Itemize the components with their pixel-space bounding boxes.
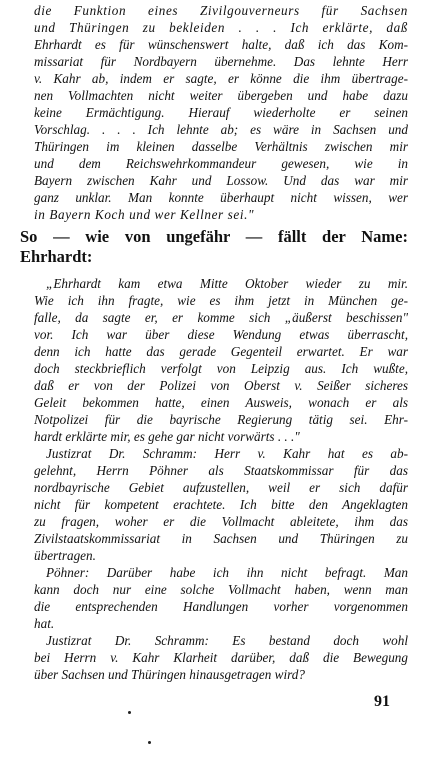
page-number: 91	[374, 693, 390, 710]
text-line: kann doch nur eine solche Vollmacht haben, wenn man	[34, 582, 408, 597]
text-line: Justizrat Dr. Schramm: Herr v. Kahr hat es ab-	[46, 446, 408, 461]
text-line: „Ehrhardt kam etwa Mitte Oktober wieder zu mir.	[46, 276, 408, 291]
text-line: Geleit bekommen hatte, einen Ausweis, wonach er als	[34, 395, 408, 410]
text-line: nicht für kompetent erachtete. Ich bitte den Angeklagten	[34, 497, 408, 512]
text-line: die Funktion eines Zivilgouverneurs für Sachsen	[34, 3, 408, 18]
text-line: Wie ich ihn fragte, wie es ihm jetzt in München ge-	[34, 293, 408, 308]
text-line: zu fragen, woher er die Vollmacht ableitete, ihm das	[34, 514, 408, 529]
text-line: Thüringen im kleinen dasselbe Verhältnis zwischen mir	[34, 139, 408, 154]
text-line: und Thüringen zu bekleiden . . . Ich erklärte, daß	[34, 20, 408, 35]
text-line: nen Vollmachten nicht weiter übergeben und habe dazu	[34, 88, 408, 103]
text-line: Notpolizei für die bayrische Regierung tätig sei. Ehr-	[34, 412, 408, 427]
text-line: übertragen.	[34, 548, 96, 563]
text-line: Pöhner: Darüber habe ich ihn nicht befragt. Man	[46, 565, 408, 580]
text-line: Zivilstaatskommissariat in Sachsen und Thüringen zu	[34, 531, 408, 546]
text-line: hat.	[34, 616, 55, 631]
text-line: in Bayern Koch und wer Kellner sei."	[34, 207, 255, 222]
text-line: bei Herrn v. Kahr Klarheit darüber, daß die Bewegung	[34, 650, 408, 665]
text-line: Vorschlag. . . . Ich lehnte ab; es wäre in Sachsen und	[34, 122, 408, 137]
text-line: ganz unklar. Man konnte überhaupt nicht wissen, wer	[34, 190, 408, 205]
text-line: nordbayrische Gebiet aufzustellen, weil er sich dafür	[34, 480, 408, 495]
text-line: falle, da sagte er, er komme sich „äußerst beschissen"	[34, 310, 408, 325]
text-line: missariat für Nordbayern übernehme. Das lehnte Herr	[34, 54, 408, 69]
text-line: denn ich hatte das gerade Gegenteil erwartet. Er war	[34, 344, 408, 359]
text-line: v. Kahr ab, indem er sagte, er könne die ihm übertrage-	[34, 71, 408, 86]
speck-mark	[148, 741, 151, 744]
speck-mark	[128, 711, 131, 714]
text-line: doch steckbrieflich verfolgt von Leipzig aus. Ich wußte,	[34, 361, 408, 376]
text-line: gelehnt, Herrn Pöhner als Staatskommissar für das	[34, 463, 408, 478]
text-line: Bayern zwischen Kahr und Lossow. Und das war mir	[34, 173, 408, 188]
text-line: Ehrhardt es für wünschenswert halte, daß ich das Kom-	[34, 37, 408, 52]
text-line: die entsprechenden Handlungen vorher vorgenommen	[34, 599, 408, 614]
text-line: keine Ermächtigung. Hierauf wiederholte er seinen	[34, 105, 408, 120]
text-line: über Sachsen und Thüringen hinausgetragen wird?	[34, 667, 305, 682]
text-line: daß er von der Polizei von Oberst v. Seißer sicheres	[34, 378, 408, 393]
text-line: hardt erklärte mir, es gehe gar nicht vorwärts . . ."	[34, 429, 300, 444]
section-heading-name: Ehrhardt:	[20, 247, 93, 266]
text-line: Justizrat Dr. Schramm: Es bestand doch wohl	[46, 633, 408, 648]
section-heading: So — wie von ungefähr — fällt der Name:	[20, 227, 408, 246]
text-line: und dem Reichswehrkommandeur gewesen, wie in	[34, 156, 408, 171]
text-line: vor. Ich war über diese Wendung etwas überrascht,	[34, 327, 408, 342]
